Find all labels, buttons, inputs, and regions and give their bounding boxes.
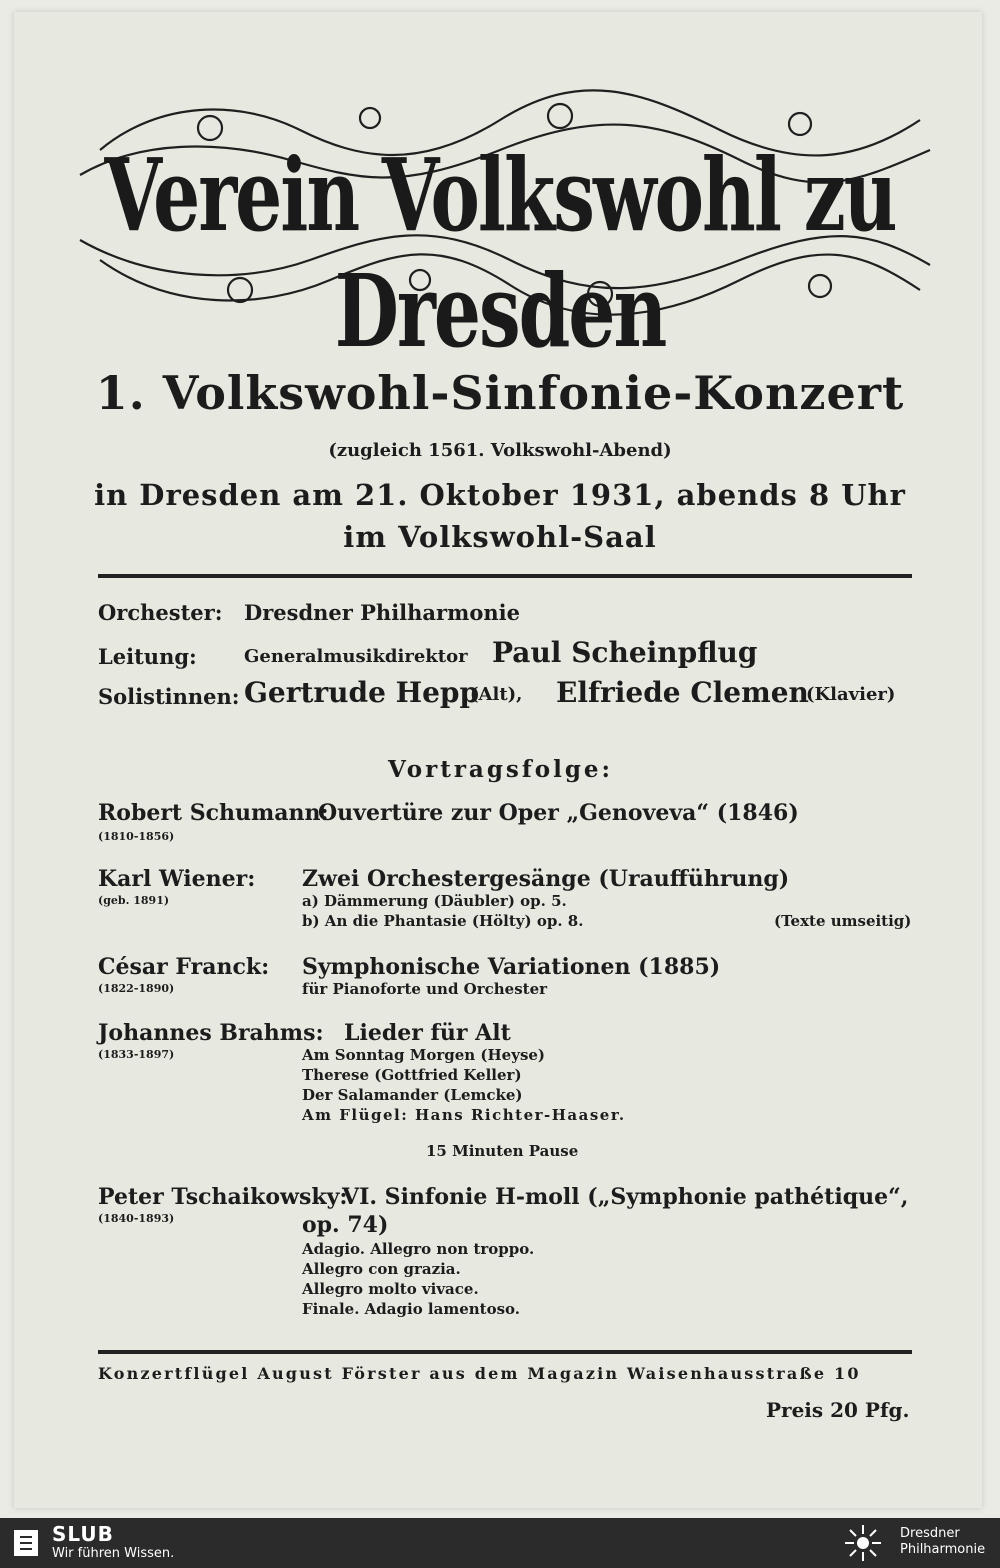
partner-line1: Dresdner — [900, 1526, 960, 1541]
soloist1-role: (Alt), — [470, 684, 523, 705]
composer-franck: César Franck: — [98, 954, 270, 980]
price: Preis 20 Pfg. — [766, 1398, 910, 1422]
work-tschaikowsky-line1: VI. Sinfonie H-moll („Symphonie pathétique“, — [342, 1184, 909, 1210]
concert-venue: im Volkswohl-Saal — [343, 520, 657, 554]
dates-schumann: (1810-1856) — [98, 830, 175, 843]
concert-subtitle: (zugleich 1561. Volkswohl-Abend) — [328, 440, 672, 461]
top-divider — [98, 574, 912, 578]
work-brahms-sub3: Der Salamander (Lemcke) — [302, 1086, 523, 1104]
work-franck-sub1: für Pianoforte und Orchester — [302, 980, 548, 998]
orchestra-value: Dresdner Philharmonie — [244, 600, 520, 625]
conductor-name: Paul Scheinpflug — [492, 636, 758, 669]
piano-note: Konzertflügel August Förster aus dem Magazin Waisenhausstraße 10 — [98, 1364, 861, 1383]
composer-schumann: Robert Schumann: — [98, 800, 329, 826]
archive-footer-bar — [0, 1518, 1000, 1568]
slub-tagline: Wir führen Wissen. — [52, 1546, 175, 1561]
dates-tschaikowsky: (1840-1893) — [98, 1212, 175, 1225]
partner-name — [900, 1526, 985, 1558]
program-heading: Vortragsfolge: — [388, 756, 614, 783]
work-wiener-note: (Texte umseitig) — [774, 912, 912, 930]
orchestra-label: Orchester: — [98, 600, 223, 625]
slub-logo-icon — [12, 1528, 40, 1558]
composer-tschaikowsky: Peter Tschaikowsky: — [98, 1184, 348, 1210]
work-brahms-sub4: Am Flügel: Hans Richter-Haaser. — [302, 1106, 626, 1124]
work-wiener: Zwei Orchestergesänge (Uraufführung) — [302, 866, 790, 892]
conductor-label: Leitung: — [98, 644, 197, 669]
partner-line2: Philharmonie — [900, 1542, 986, 1557]
movement-4: Finale. Adagio lamentoso. — [302, 1300, 520, 1318]
slub-name: SLUB — [52, 1522, 114, 1546]
concert-date: in Dresden am 21. Oktober 1931, abends 8 Uhr — [94, 478, 906, 512]
work-tschaikowsky-line2: op. 74) — [302, 1212, 389, 1238]
conductor-title: Generalmusikdirektor — [244, 646, 468, 667]
work-brahms-sub1: Am Sonntag Morgen (Heyse) — [302, 1046, 546, 1064]
dates-franck: (1822-1890) — [98, 982, 175, 995]
masthead-title: Verein Volkswohl zu Dresden — [104, 138, 896, 371]
work-franck: Symphonische Variationen (1885) — [302, 954, 721, 980]
composer-wiener: Karl Wiener: — [98, 866, 256, 892]
movement-1: Adagio. Allegro non troppo. — [302, 1240, 535, 1258]
work-schumann: Ouvertüre zur Oper „Genoveva“ (1846) — [318, 800, 799, 826]
intermission: 15 Minuten Pause — [426, 1142, 579, 1160]
composer-brahms: Johannes Brahms: — [98, 1020, 324, 1046]
work-brahms-sub2: Therese (Gottfried Keller) — [302, 1066, 522, 1084]
dates-wiener: (geb. 1891) — [98, 894, 170, 907]
work-brahms: Lieder für Alt — [344, 1020, 511, 1046]
movement-3: Allegro molto vivace. — [302, 1280, 479, 1298]
soloist2-role: (Klavier) — [806, 684, 896, 705]
bottom-divider — [98, 1350, 912, 1354]
movement-2: Allegro con grazia. — [302, 1260, 461, 1278]
work-wiener-sub2: b) An die Phantasie (Hölty) op. 8. — [302, 912, 584, 930]
soloists-label: Solistinnen: — [98, 684, 240, 709]
concert-title: 1. Volkswohl-Sinfonie-Konzert — [95, 366, 905, 420]
dates-brahms: (1833-1897) — [98, 1048, 175, 1061]
work-wiener-sub1: a) Dämmerung (Däubler) op. 5. — [302, 892, 567, 910]
soloist1-name: Gertrude Hepp — [244, 676, 480, 709]
soloist2-name: Elfriede Clemen — [556, 676, 809, 709]
philharmonie-logo-icon — [842, 1522, 884, 1564]
